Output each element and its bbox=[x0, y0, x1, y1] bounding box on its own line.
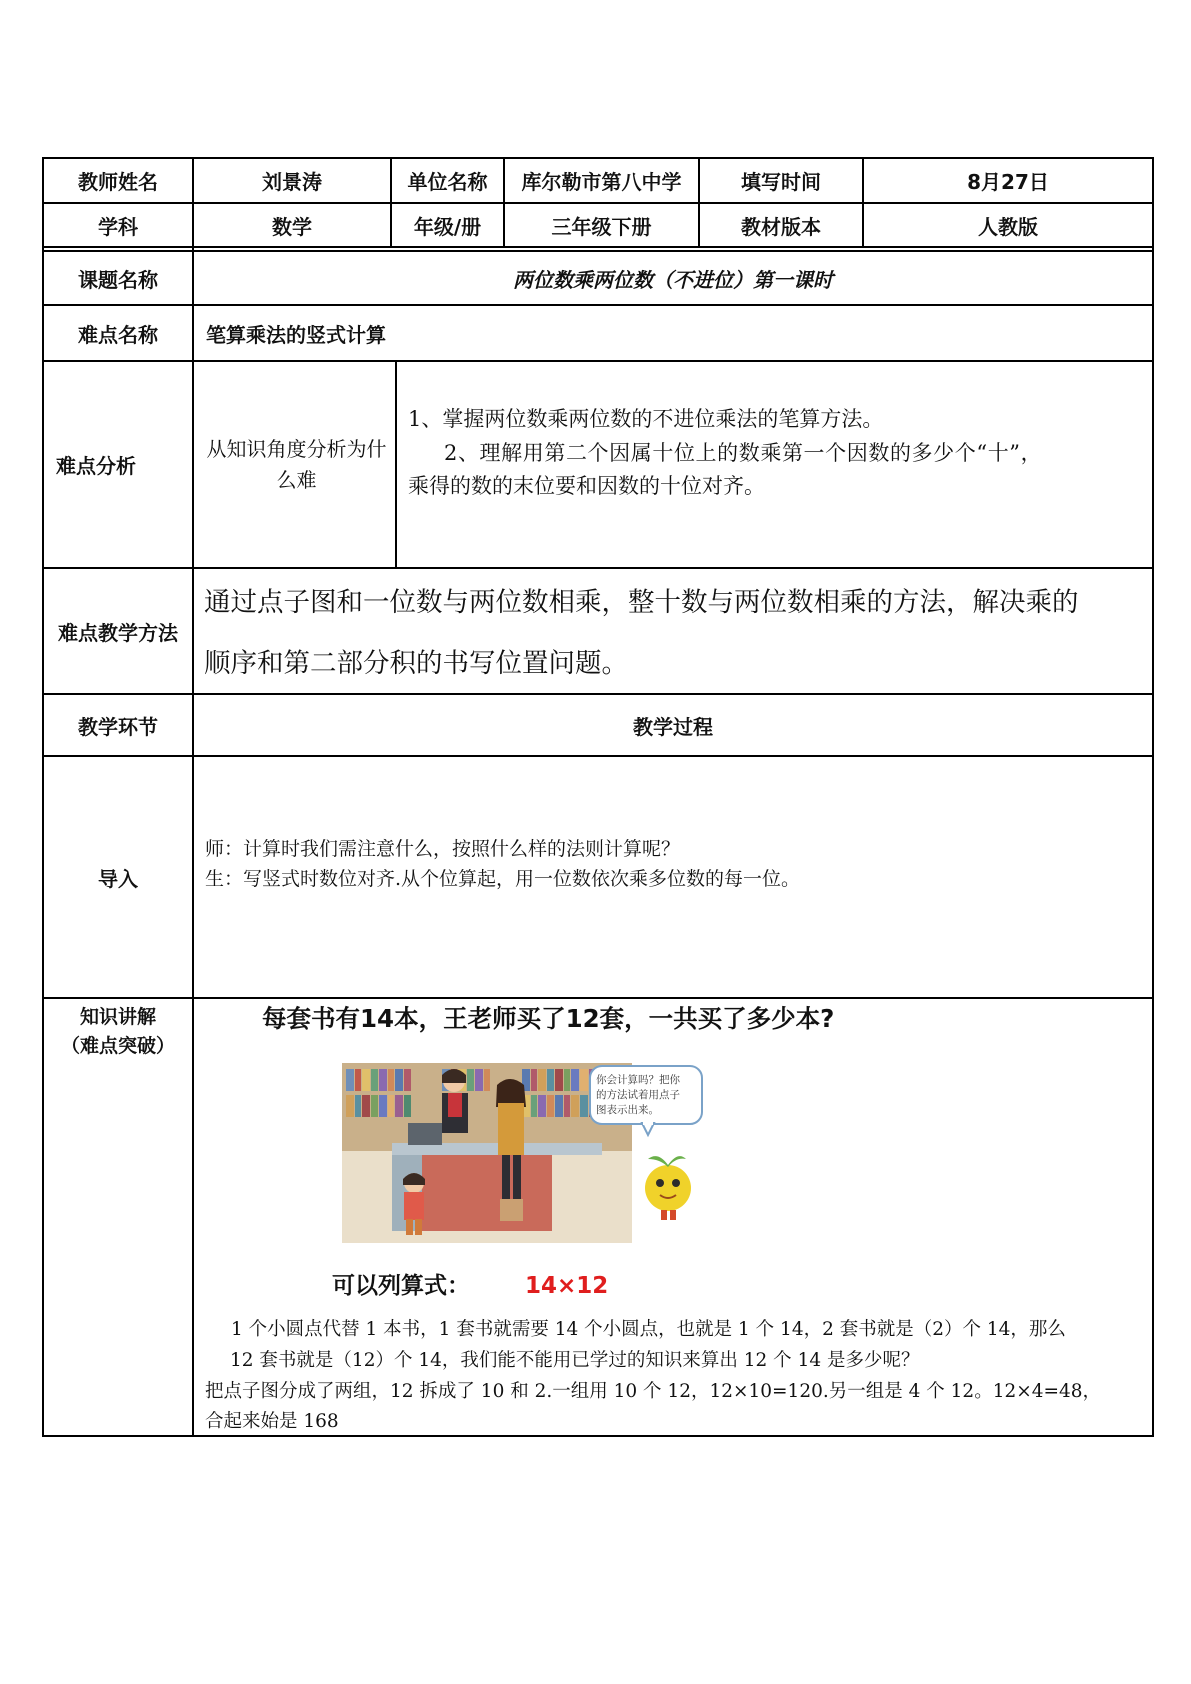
explanation-p2-line-2: 合起来始是 168 bbox=[205, 1411, 339, 1432]
topic-value: 两位数乘两位数（不进位）第一课时 bbox=[513, 267, 833, 292]
process-section-label: 教学环节 bbox=[78, 714, 158, 739]
method-line-1: 通过点子图和一位数与两位数相乘，整十数与两位数相乘的方法，解决乘的 bbox=[204, 587, 1079, 618]
analysis-line-3: 乘得的数的末位要和因数的十位对齐。 bbox=[408, 474, 765, 498]
method-label: 难点教学方法 bbox=[58, 620, 178, 645]
grade-value: 三年级下册 bbox=[551, 214, 652, 239]
fill-time-label: 填写时间 bbox=[741, 170, 821, 194]
subject-label: 学科 bbox=[98, 214, 138, 239]
unit-name-label: 单位名称 bbox=[407, 170, 488, 194]
intro-student-line: 生：写竖式时数位对齐.从个位算起，用一位数依次乘多位数的每一位。 bbox=[205, 868, 801, 890]
difficulty-label: 难点名称 bbox=[78, 322, 158, 347]
intro-label: 导入 bbox=[98, 866, 138, 891]
analysis-sub-label-text: 从知识角度分析为什么难 bbox=[206, 436, 387, 492]
problem-question: 每套书有14本，王老师买了12套，一共买了多少本? bbox=[262, 1004, 835, 1033]
speech-line-2: 的方法试着用点子 bbox=[596, 1089, 680, 1102]
analysis-label: 难点分析 bbox=[56, 454, 136, 478]
teacher-name-label: 教师姓名 bbox=[78, 170, 158, 194]
analysis-sub-label bbox=[204, 362, 389, 567]
grade-label: 年级/册 bbox=[413, 214, 482, 239]
knowledge-label bbox=[44, 1003, 192, 1060]
explanation-p1-line-1: 1 个小圆点代替 1 本书，1 套书就需要 14 个小圆点，也就是 1 个 14，2 套书就是（2）个 14，那么 bbox=[231, 1319, 1066, 1340]
speech-bubble bbox=[596, 1073, 698, 1119]
unit-name-value: 库尔勒市第八中学 bbox=[521, 170, 682, 194]
subject-value: 数学 bbox=[272, 214, 312, 239]
teacher-name-value: 刘景涛 bbox=[262, 170, 322, 194]
edition-value: 人教版 bbox=[978, 214, 1038, 239]
explanation-p1-line-2: 12 套书就是（12）个 14，我们能不能用已学过的知识来算出 12 个 14 是多少呢？ bbox=[230, 1350, 920, 1371]
formula-label: 可以列算式： bbox=[332, 1273, 470, 1299]
intro-teacher-line: 师：计算时我们需注意什么，按照什么样的法则计算呢？ bbox=[205, 838, 681, 860]
analysis-line-2: 2、理解用第二个因属十位上的数乘第一个因数的多少个“十”， bbox=[444, 441, 1043, 465]
process-section-value: 教学过程 bbox=[633, 714, 713, 739]
bookstore-illustration bbox=[342, 1063, 718, 1243]
method-line-2: 顺序和第二部分积的书写位置问题。 bbox=[204, 648, 628, 679]
edition-label: 教材版本 bbox=[741, 214, 821, 239]
knowledge-label-line-2: （难点突破） bbox=[60, 1034, 175, 1057]
knowledge-label-line-1: 知识讲解 bbox=[79, 1006, 156, 1028]
fill-time-value: 8月27日 bbox=[967, 170, 1049, 194]
topic-label: 课题名称 bbox=[78, 267, 158, 292]
explanation-p2-line-1: 把点子图分成了两组，12 拆成了 10 和 2.一组用 10 个 12，12×10=120.另一组是 4 个 12。12×4=48， bbox=[205, 1381, 1102, 1402]
analysis-line-1: 1、掌握两位数乘两位数的不进位乘法的笔算方法。 bbox=[408, 407, 884, 431]
difficulty-value: 笔算乘法的竖式计算 bbox=[206, 322, 386, 347]
formula-value: 14×12 bbox=[525, 1273, 609, 1299]
speech-line-1: 你会计算吗？把你 bbox=[596, 1074, 680, 1086]
speech-line-3: 图表示出来。 bbox=[596, 1104, 659, 1117]
